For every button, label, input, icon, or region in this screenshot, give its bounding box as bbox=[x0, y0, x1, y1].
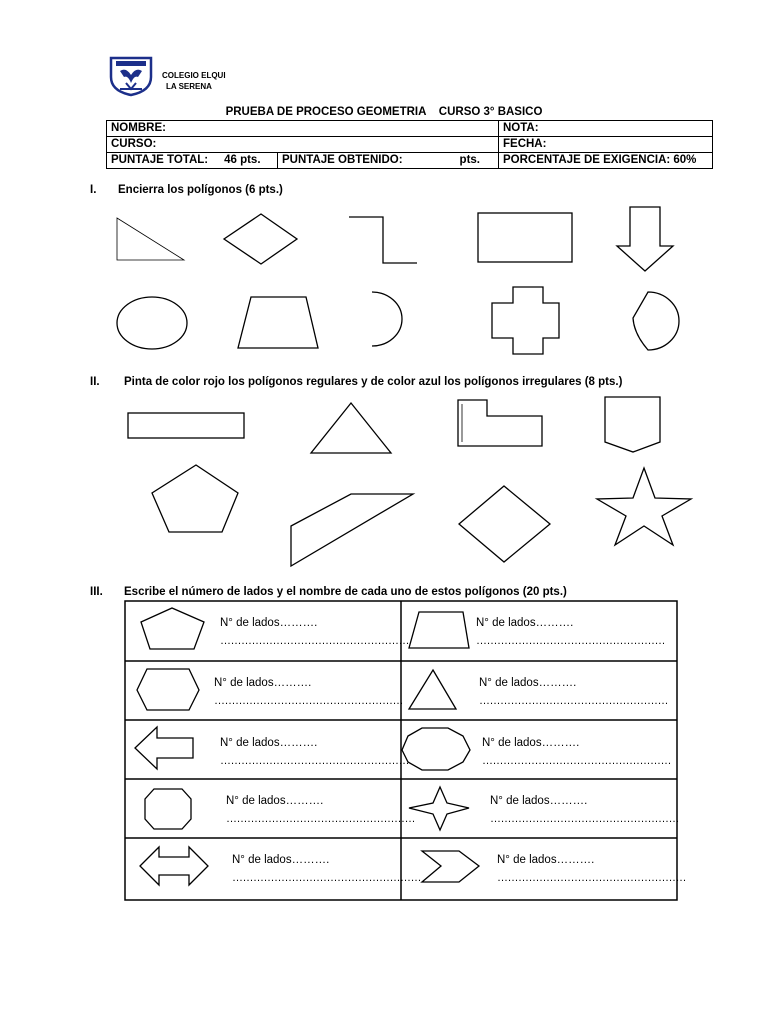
long-rectangle-shape[interactable] bbox=[128, 413, 244, 438]
cell-2-answer[interactable] bbox=[476, 614, 665, 650]
cell-5-answer[interactable] bbox=[220, 734, 409, 770]
cell-1-name-line[interactable]: ……………………………………………… bbox=[220, 635, 409, 647]
trapezoid-shape[interactable] bbox=[238, 297, 318, 348]
nota-field[interactable]: NOTA: bbox=[499, 121, 713, 137]
cell-1-answer[interactable] bbox=[220, 614, 409, 650]
grid-double-arrow-icon bbox=[140, 847, 208, 885]
open-arc-shape[interactable] bbox=[372, 292, 402, 346]
cell-6-answer[interactable] bbox=[482, 734, 671, 770]
cross-shape[interactable] bbox=[492, 287, 559, 354]
cell-3-answer[interactable] bbox=[214, 674, 403, 710]
cell-4-lados[interactable]: N° de lados………. bbox=[479, 677, 577, 689]
grid-pentagon-icon bbox=[141, 608, 204, 649]
rectangle-shape[interactable] bbox=[478, 213, 572, 262]
shield-pentagon-shape[interactable] bbox=[605, 397, 660, 452]
section-3-number: III. bbox=[90, 586, 103, 598]
cell-7-answer[interactable] bbox=[226, 792, 415, 828]
cell-6-name-line[interactable]: ……………………………………………… bbox=[482, 755, 671, 767]
irregular-quadrilateral-shape[interactable] bbox=[291, 494, 413, 566]
section-3-text: Escribe el número de lados y el nombre de cada uno de estos polígonos (20 pts.) bbox=[124, 586, 567, 598]
curso-field[interactable]: CURSO: bbox=[107, 137, 499, 153]
cell-10-answer[interactable] bbox=[497, 851, 686, 887]
cell-7-lados[interactable]: N° de lados………. bbox=[226, 795, 324, 807]
cell-6-lados[interactable]: N° de lados………. bbox=[482, 737, 580, 749]
l-shape[interactable] bbox=[458, 400, 542, 446]
cell-8-answer[interactable] bbox=[490, 792, 679, 828]
cell-5-lados[interactable]: N° de lados………. bbox=[220, 737, 318, 749]
right-triangle-shape[interactable] bbox=[117, 218, 184, 260]
nombre-field[interactable]: NOMBRE: bbox=[107, 121, 499, 137]
cell-9-lados[interactable]: N° de lados………. bbox=[232, 854, 330, 866]
cell-5-name-line[interactable]: ……………………………………………… bbox=[220, 755, 409, 767]
grid-chevron-icon bbox=[422, 851, 479, 882]
cell-10-name-line[interactable]: ……………………………………………… bbox=[497, 872, 686, 884]
puntaje-obtenido-label: PUNTAJE OBTENIDO: bbox=[282, 154, 403, 166]
school-name-line1: COLEGIO ELQUI bbox=[162, 71, 226, 80]
regular-pentagon-shape[interactable] bbox=[152, 465, 238, 532]
puntaje-total-text: PUNTAJE TOTAL: 46 pts. bbox=[111, 154, 261, 166]
cell-3-lados[interactable]: N° de lados………. bbox=[214, 677, 312, 689]
cell-9-name-line[interactable]: ……………………………………………… bbox=[232, 872, 421, 884]
cell-10-lados[interactable]: N° de lados………. bbox=[497, 854, 595, 866]
section-1-number: I. bbox=[90, 184, 97, 196]
down-arrow-shape[interactable] bbox=[617, 207, 673, 271]
equilateral-triangle-shape[interactable] bbox=[311, 403, 391, 453]
ellipse-shape[interactable] bbox=[117, 297, 187, 349]
cell-2-name-line[interactable]: ……………………………………………… bbox=[476, 635, 665, 647]
section-2-text: Pinta de color rojo los polígonos regulares y de color azul los polígonos irregulares (8 pts.) bbox=[124, 376, 623, 388]
semicircle-shape[interactable] bbox=[633, 292, 679, 350]
cell-4-answer[interactable] bbox=[479, 674, 668, 710]
rhombus-shape[interactable] bbox=[224, 214, 297, 264]
grid-hexagon-icon bbox=[137, 669, 199, 710]
square-diamond-shape[interactable] bbox=[459, 486, 550, 562]
porcentaje-exigencia: PORCENTAJE DE EXIGENCIA: 60% bbox=[499, 153, 713, 169]
cell-9-answer[interactable] bbox=[232, 851, 421, 887]
section-2-number: II. bbox=[90, 376, 100, 388]
cell-7-name-line[interactable]: ……………………………………………… bbox=[226, 813, 415, 825]
grid-trapezoid-icon bbox=[409, 612, 469, 648]
cell-2-lados[interactable]: N° de lados………. bbox=[476, 617, 574, 629]
open-step-line-shape[interactable] bbox=[349, 217, 417, 263]
grid-octagon-icon bbox=[145, 789, 191, 829]
section-1-text: Encierra los polígonos (6 pts.) bbox=[118, 184, 283, 196]
pts-label: pts. bbox=[459, 154, 480, 166]
grid-triangle-icon bbox=[409, 670, 456, 709]
school-name-line2: LA SERENA bbox=[166, 82, 212, 91]
cell-3-name-line[interactable]: ……………………………………………… bbox=[214, 695, 403, 707]
cell-8-lados[interactable]: N° de lados………. bbox=[490, 795, 588, 807]
cell-1-lados[interactable]: N° de lados………. bbox=[220, 617, 318, 629]
grid-decagon-icon bbox=[402, 728, 470, 770]
star-shape[interactable] bbox=[597, 468, 691, 545]
fecha-field[interactable]: FECHA: bbox=[499, 137, 713, 153]
cell-8-name-line[interactable]: ……………………………………………… bbox=[490, 813, 679, 825]
grid-four-point-star-icon bbox=[409, 787, 469, 830]
cell-4-name-line[interactable]: ……………………………………………… bbox=[479, 695, 668, 707]
page-title-text: PRUEBA DE PROCESO GEOMETRIA CURSO 3° BASICO bbox=[225, 106, 543, 118]
grid-left-arrow-icon bbox=[135, 727, 193, 769]
